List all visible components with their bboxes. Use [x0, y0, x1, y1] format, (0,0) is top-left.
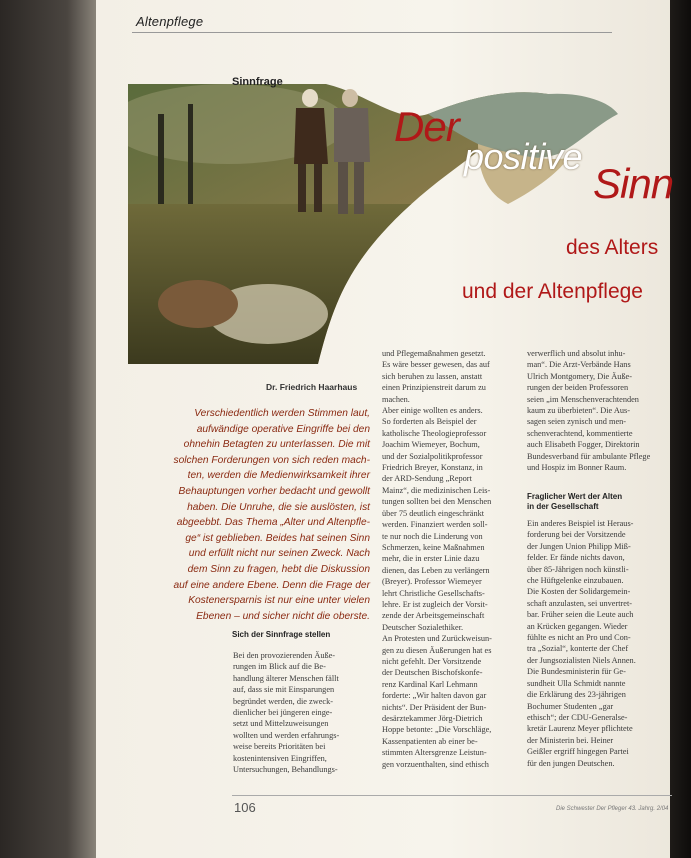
header-rule: [132, 32, 612, 33]
body-line: tungen sollten bei den Menschen: [382, 497, 492, 507]
body-line: handlung älterer Menschen fällt: [233, 673, 339, 683]
body-line: Die Kosten der Solidargemein-: [527, 587, 631, 597]
lead-line: ten, werden die Medienwirksamkeit ihrer: [187, 470, 370, 482]
subheading-2-line-1: Fraglicher Wert der Alten: [527, 492, 623, 501]
body-line: Friedrich Breyer, Konstanz, in: [382, 463, 483, 473]
lead-line: haben. Die Unruhe, die sie auslösten, ist: [187, 501, 370, 513]
body-line: An Protesten und Zurückweisun-: [382, 634, 492, 644]
lead-line: dem Sinn zu fragen, hebt die Diskussion: [187, 563, 370, 575]
body-line: Es wäre besser gewesen, das auf: [382, 360, 490, 370]
headline-word-2: positive: [464, 136, 583, 177]
section-label: Altenpflege: [136, 14, 204, 29]
body-line: rungen im Blick auf die Be-: [233, 662, 326, 672]
body-line: die Erklärung des 23-jährigen: [527, 690, 626, 700]
body-line: dienlicher bei jüngeren einge-: [233, 708, 333, 718]
lead-line: Kostenersparnis ist nur eine unter vielen: [188, 595, 370, 607]
body-line: Kassenpatienten ab einer be-: [382, 736, 478, 746]
body-line: Untersuchungen, Behandlungs-: [233, 765, 338, 775]
body-column-3-continued: [527, 518, 667, 769]
page-number: 106: [234, 800, 256, 815]
body-line: mehr, die in erster Linie dazu: [382, 554, 480, 564]
body-line: Schmerzen, keine Maßnahmen: [382, 542, 485, 552]
body-line: Bochumer Studenten „gar: [527, 701, 614, 711]
body-line: seien „im Menschenverachtenden: [527, 394, 639, 404]
subtitle-line-2: und der Altenpflege: [462, 280, 643, 303]
lead-line: Ebenen – und sicher nicht die oberste.: [196, 610, 370, 622]
body-line: wollten und werden erfahrungs-: [233, 730, 340, 740]
adjacent-page-edge: [0, 0, 96, 858]
body-line: dienen, das Leben zu verlängern: [382, 565, 490, 575]
lead-line: auf eine andere Ebene. Denn die Frage der: [173, 579, 370, 591]
body-line: zende der Arbeitsgemeinschaft: [382, 611, 485, 621]
body-line: Aber einige wollten es anders.: [382, 406, 483, 416]
section-subheading: Sich der Sinnfrage stellen: [232, 630, 331, 639]
body-line: Geißler ergriff hingegen Partei: [527, 747, 629, 757]
body-line: kretär Laurenz Meyer pflichtete: [527, 724, 633, 734]
body-line: der Jungsozialisten Niels Annen.: [527, 655, 636, 665]
body-line: Mainz“, die medizinischen Leis-: [382, 485, 491, 495]
body-line: und Pflegemaßnahmen gesetzt.: [382, 349, 486, 358]
subheading-2-line-2: in der Gesellschaft: [527, 502, 599, 511]
body-line: machen.: [382, 394, 410, 404]
body-line: über 75 deutlich eingeschränkt: [382, 508, 485, 518]
body-line: über 85-Jährigen noch künstli-: [527, 564, 629, 574]
body-line: felder. Er fände nichts davon,: [527, 553, 625, 563]
body-line: stimmten Altersgrenze Leistun-: [382, 748, 487, 758]
body-line: setzt und Mittelzuweisungen: [233, 719, 329, 729]
body-line: sich beruhen zu lassen, anstatt: [382, 371, 483, 381]
author-byline: Dr. Friedrich Haarhaus: [266, 382, 358, 392]
body-line: man“. Die Arzt-Verbände Hans: [527, 360, 631, 370]
body-line: kaum zu überbieten“. Die Aus-: [527, 406, 630, 416]
body-line: Ulrich Montgomery, Die Äuße-: [527, 371, 632, 381]
body-line: Bei den provozierenden Äuße-: [233, 651, 336, 660]
body-line: fühlte es nicht an Pro und Con-: [527, 633, 631, 643]
body-line: schenverachtend, kommentierte: [527, 428, 633, 438]
body-line: sagen seien zynisch und men-: [527, 417, 627, 427]
body-line: Ein anderes Beispiel ist Heraus-: [527, 519, 634, 528]
lead-line: und erfüllt nicht nur seinen Zweck. Nach: [188, 548, 370, 560]
body-line: werden. Finanziert werden soll-: [382, 520, 488, 530]
body-line: einen Prinzipienstreit darum zu: [382, 383, 486, 393]
headline-word-3: Sinn: [593, 160, 674, 207]
body-line: lehre. Er ist zugleich der Vorsit-: [382, 599, 488, 609]
body-line: für den jungen Deutschen.: [527, 758, 615, 768]
body-line: der ARD-Sendung „Report: [382, 474, 472, 484]
body-line: an Krücken gegangen. Wieder: [527, 621, 628, 631]
body-line: gen vorzuenthalten, sind ethisch: [382, 759, 489, 769]
body-line: verwerflich und absolut inhu-: [527, 349, 626, 358]
lead-line: ge“ ist geblieben. Beides hat seinen Sinn: [185, 532, 370, 544]
body-line: tra „Sozial“, konterte der Chef: [527, 644, 629, 654]
body-line: lehrt Christliche Gesellschafts-: [382, 588, 485, 598]
lead-line: aufwändige operative Eingriffe bei den: [196, 423, 370, 435]
body-line: Hoppe betonte: „Die Vorschläge,: [382, 725, 492, 735]
body-line: So forderten als Beispiel der: [382, 417, 477, 427]
body-line: nicht gefehlt. Der Vorsitzende: [382, 656, 482, 666]
lead-line: solchen Forderungen von sich reden mach-: [173, 454, 370, 466]
body-line: der Ministerin bei. Heiner: [527, 735, 614, 745]
body-line: auch Elisabeth Fogger, Direktorin: [527, 440, 640, 450]
body-line: ethisch“; der CDU-Generalse-: [527, 712, 628, 722]
body-line: renz Kardinal Karl Lehmann: [382, 679, 478, 689]
body-line: sundheit Ulla Schmidt nannte: [527, 678, 626, 688]
body-line: Joachim Wiemeyer, Bochum,: [382, 440, 480, 450]
body-line: weise bereits Prioritäten bei: [233, 742, 326, 752]
body-line: bar. Früher seien die Leute auch: [527, 610, 634, 620]
body-line: che Hüftgelenke einzubauen.: [527, 576, 624, 586]
body-line: katholische Theologieprofessor: [382, 428, 487, 438]
section-subheading-2: [527, 492, 622, 512]
footer-rule: [232, 795, 672, 796]
footer-publication: Die Schwester Der Pfleger 43. Jahrg. 2/04: [556, 806, 669, 812]
body-line: (Breyer). Professor Wiemeyer: [382, 577, 482, 587]
body-line: Die Bundesministerin für Ge-: [527, 667, 626, 677]
subtitle-line-1: des Alters: [566, 236, 659, 259]
body-line: der Jungen Union Philipp Miß-: [527, 541, 631, 551]
lead-line: abgeebbt. Das Thema „Alter und Altenpfle-: [176, 517, 370, 529]
body-line: schaft anzulasten, sei unvertret-: [527, 598, 633, 608]
body-line: und Hospiz im Bonner Raum.: [527, 463, 627, 473]
body-column-1: [233, 650, 371, 775]
body-line: kostenintensiven Eingriffen,: [233, 753, 327, 763]
body-line: der Deutschen Bischofskonfe-: [382, 668, 483, 678]
body-column-3: [527, 348, 667, 473]
body-line: nichts“. Der Präsident der Bun-: [382, 702, 487, 712]
body-line: und der Sozialpolitikprofessor: [382, 451, 483, 461]
lead-line: Behauptungen vorher bedacht und gewollt: [178, 485, 370, 497]
headline-word-1: Der: [394, 103, 459, 150]
kicker: Sinnfrage: [232, 76, 283, 88]
lead-paragraph: [142, 406, 370, 624]
body-line: Deutscher Sozialethiker.: [382, 622, 464, 632]
body-line: te nur noch die Linderung von: [382, 531, 483, 541]
body-line: desärztekammer Jörg-Dietrich: [382, 714, 483, 723]
body-column-2: [382, 348, 522, 770]
body-line: forderung bei der Vorsitzende: [527, 530, 626, 540]
body-line: gen zu diesen Äußerungen hat es: [382, 645, 492, 655]
lead-line: Verschiedentlich werden Stimmen laut,: [194, 408, 370, 419]
body-line: auf, dass sie mit Einsparungen: [233, 685, 335, 695]
lead-line: ohnehin Betagten zu unterlassen. Die mit: [183, 439, 370, 451]
body-line: begründet werden, die zweck-: [233, 696, 333, 706]
body-line: forderte: „Wir halten davon gar: [382, 691, 487, 701]
body-line: Bundesverband für ambulante Pflege: [527, 451, 651, 461]
body-line: rungen der beiden Professoren: [527, 383, 629, 393]
